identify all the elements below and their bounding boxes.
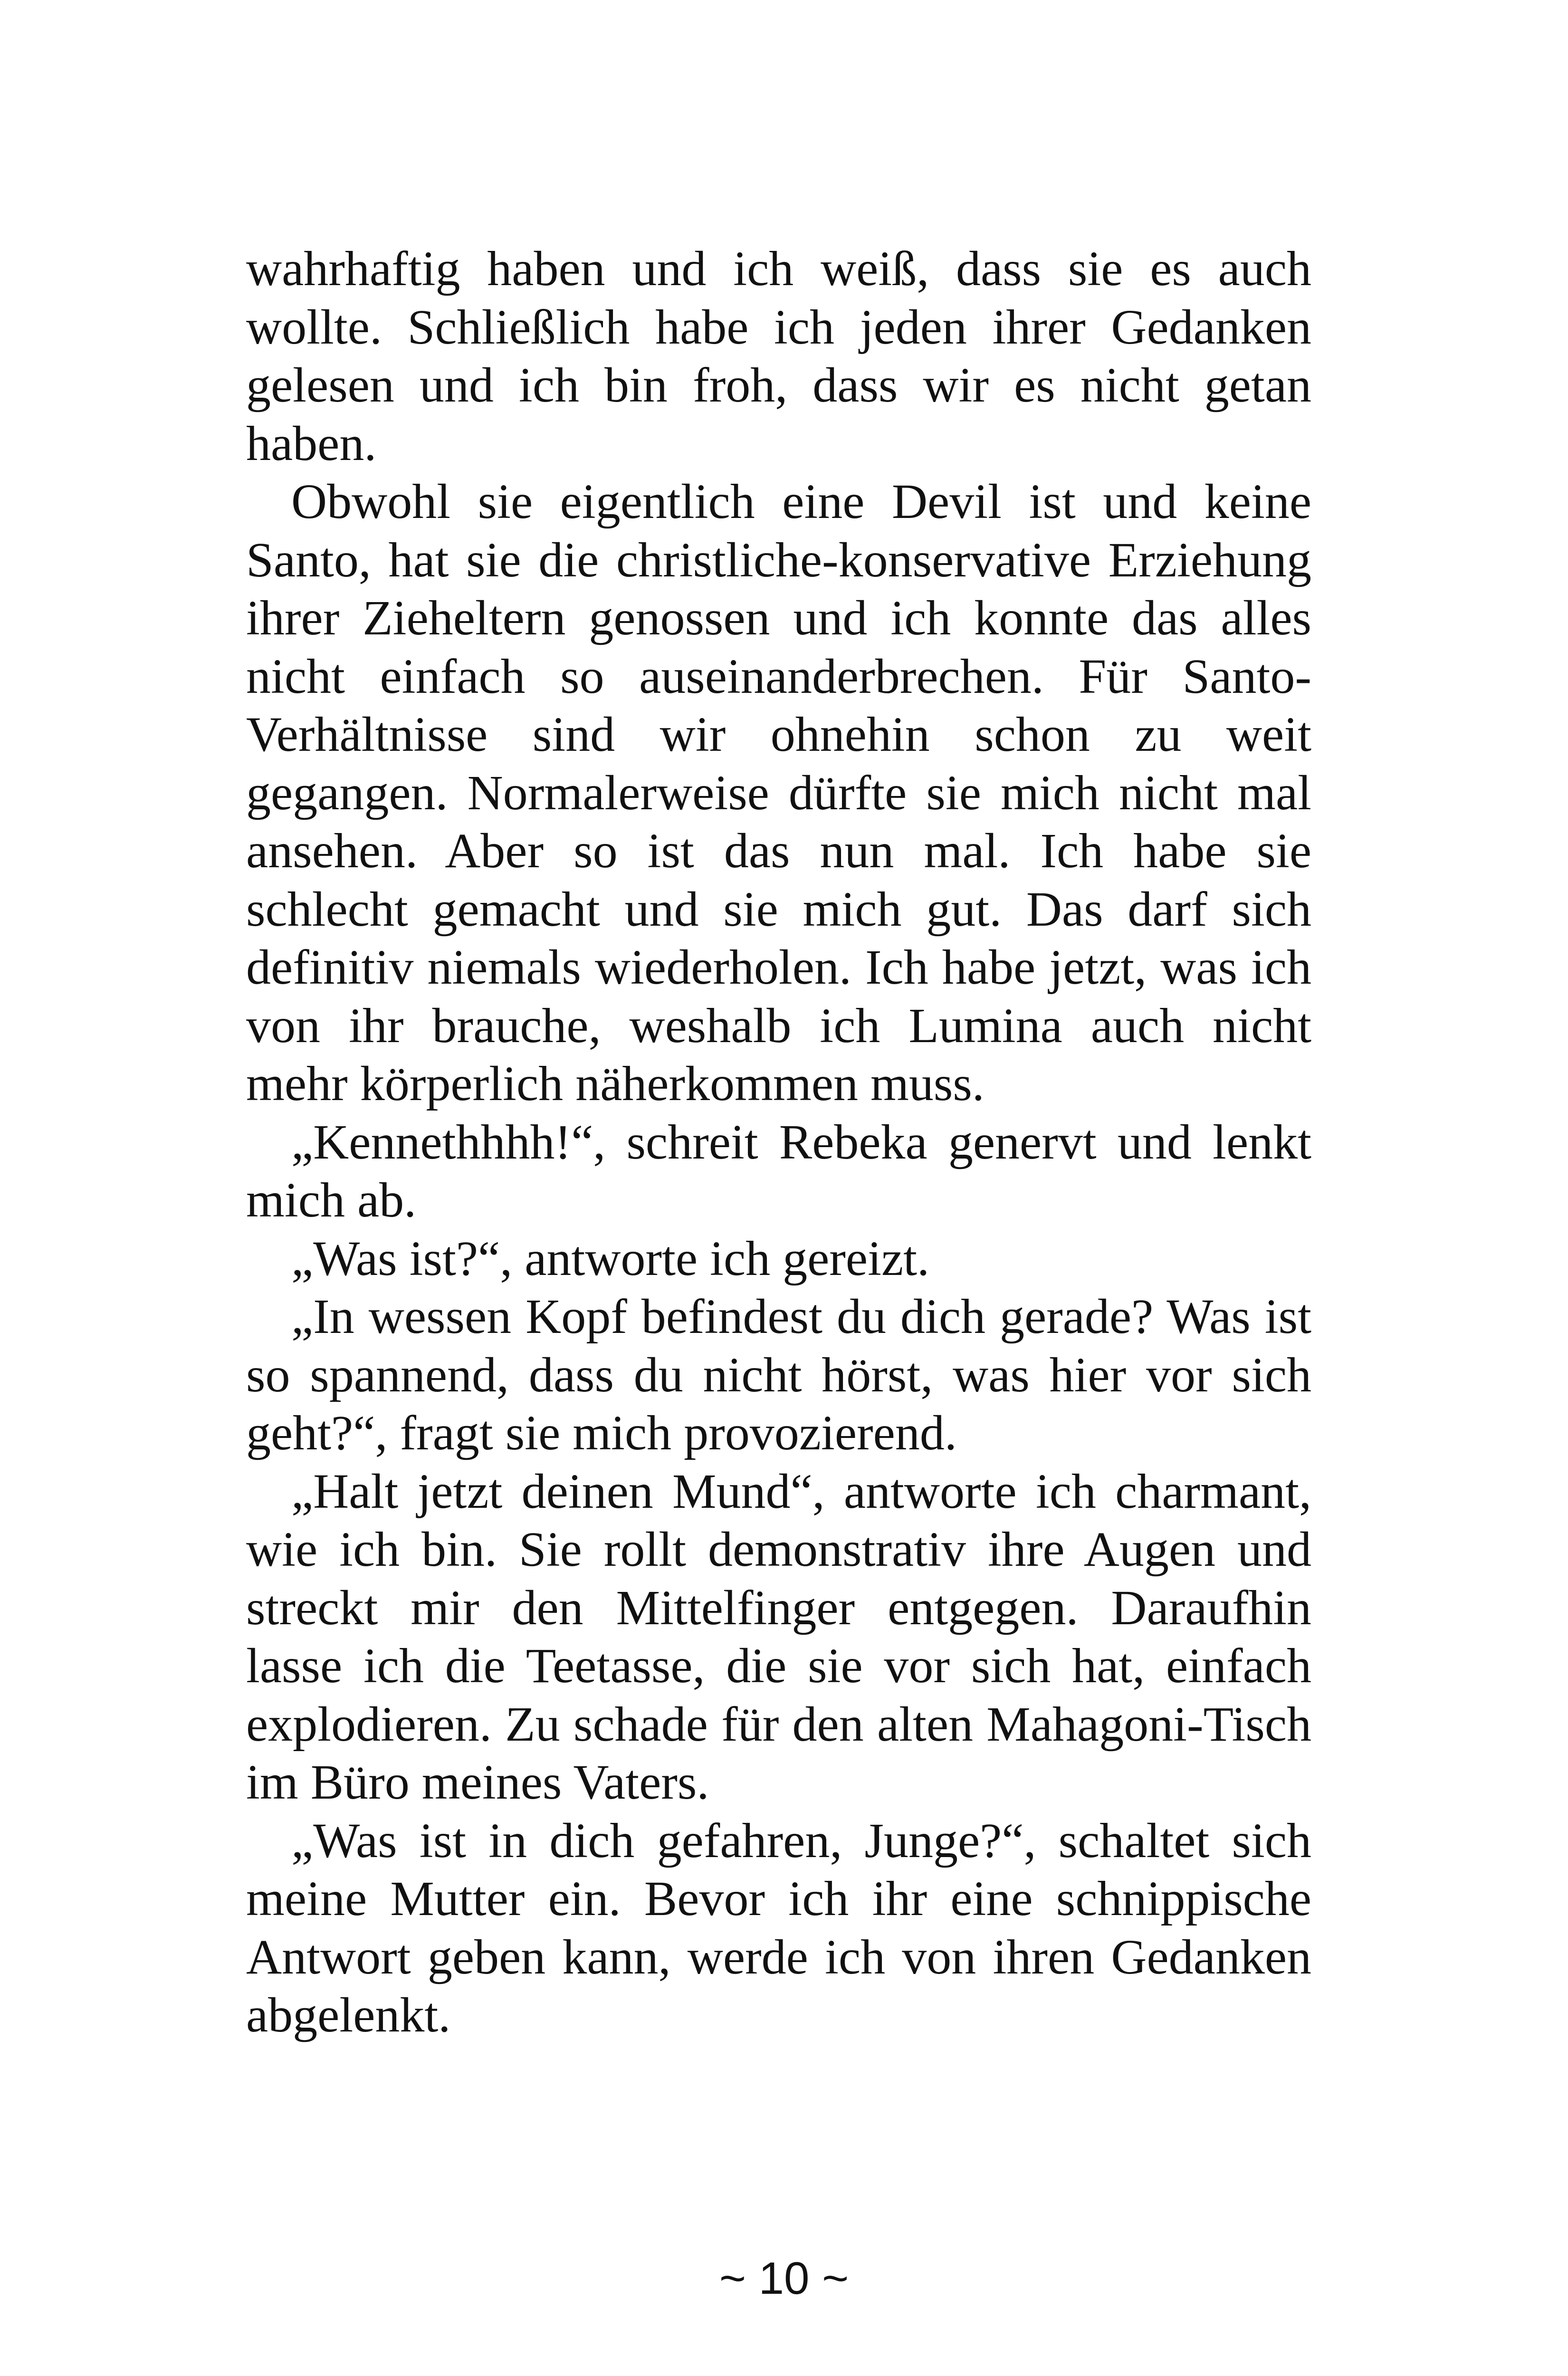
body-text <box>246 240 1311 2045</box>
paragraph-5: „In wessen Kopf befindest du dich gerade? Was ist so spannend, dass du nicht hörst, was hier vor sich geht?“, fragt sie mich provozierend. <box>246 1289 1311 1460</box>
paragraph-2: Obwohl sie eigentlich eine Devil ist und keine Santo, hat sie die christliche-konservative Erziehung ihrer Zieheltern genossen und ich konnte das alles nicht einfach so auseinanderbrechen. Für Santo-Verhältnisse sind wir ohnehin schon zu weit gegangen. Normalerweise dürfte sie mich nicht mal ansehen. Aber so ist das nun mal. Ich habe sie schlecht gemacht und sie mich gut. Das darf sich definitiv niemals wiederholen. Ich habe jetzt, was ich von ihr brauche, weshalb ich Lumina auch nicht mehr körperlich näherkommen muss. <box>246 474 1311 1111</box>
paragraph-4: „Was ist?“, antworte ich gereizt. <box>291 1231 930 1286</box>
page-number: ~ 10 ~ <box>719 2253 849 2304</box>
paragraph-6: „Halt jetzt deinen Mund“, antworte ich charmant, wie ich bin. Sie rollt demonstrativ ihre Augen und streckt mir den Mittelfinger entgegen. Daraufhin lasse ich die Teetasse, die sie vor sich hat, einfach explodieren. Zu schade für den alten Mahagoni-Tisch im Büro meines Vaters. <box>246 1464 1311 1810</box>
paragraph-7: „Was ist in dich gefahren, Junge?“, schaltet sich meine Mutter ein. Bevor ich ihr eine schnippische Antwort geben kann, werde ich von ihren Gedanken abgelenkt. <box>246 1813 1311 2042</box>
paragraph-1: wahrhaftig haben und ich weiß, dass sie es auch wollte. Schließlich habe ich jeden ihrer Gedanken gelesen und ich bin froh, dass wir es nicht getan haben. <box>246 241 1311 471</box>
paragraph-3: „Kennethhhh!“, schreit Rebeka genervt und lenkt mich ab. <box>246 1114 1311 1227</box>
